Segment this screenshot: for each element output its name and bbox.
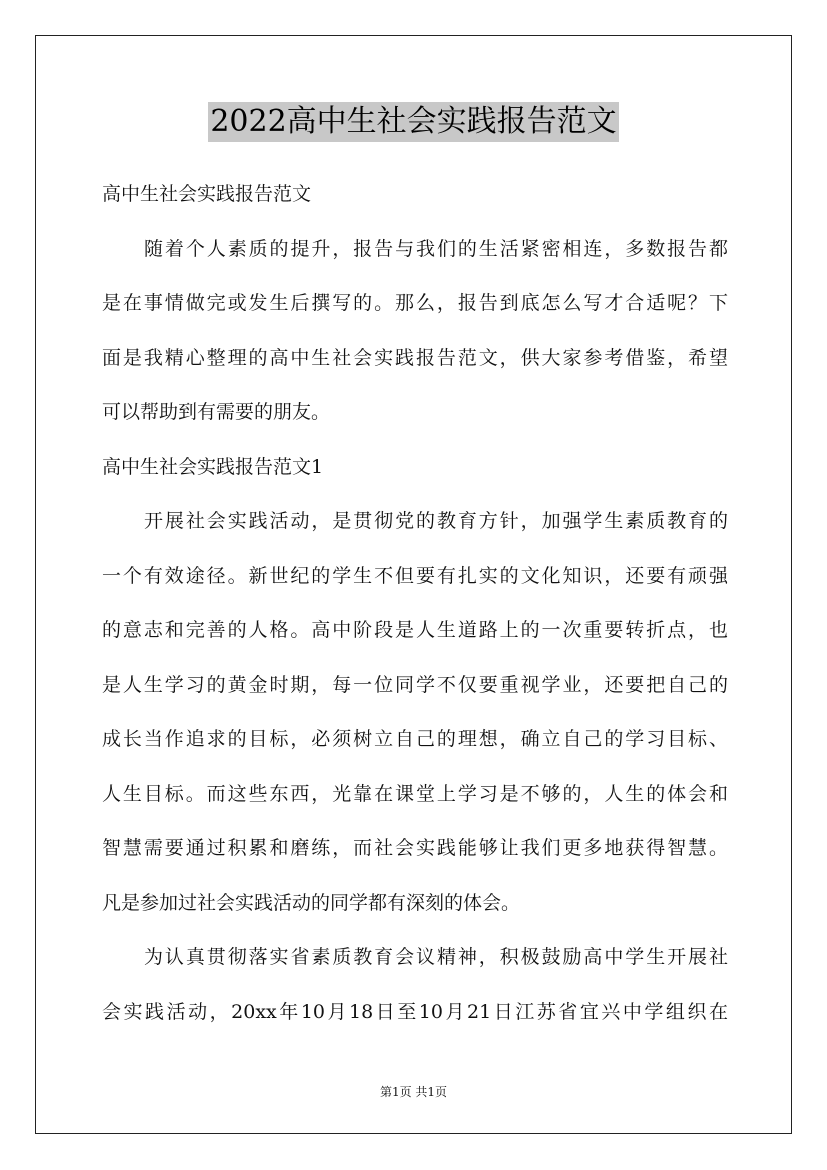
paragraph-line: 是人生学习的黄金时期，每一位同学不仅要重视学业，还要把自己的 [102,673,728,696]
document-title: 2022高中生社会实践报告范文 [208,102,618,142]
paragraph-line: 一个有效途径。新世纪的学生不但要有扎实的文化知识，还要有顽强 [102,564,728,587]
section-heading: 高中生社会实践报告范文1 [102,455,324,478]
subtitle: 高中生社会实践报告范文 [102,183,312,205]
paragraph-line: 随着个人素质的提升，报告与我们的生活紧密相连，多数报告都 [144,237,728,260]
paragraph-line: 开展社会实践活动，是贯彻党的教育方针，加强学生素质教育的 [144,510,728,532]
paragraph-line: 成长当作追求的目标，必须树立自己的理想，确立自己的学习目标、 [102,728,728,750]
paragraph-line: 是在事情做完或发生后撰写的。那么，报告到底怎么写才合适呢？下 [102,292,728,314]
page-footer: 第1页 共1页 [379,1085,448,1099]
paragraph-line: 凡是参加过社会实践活动的同学都有深刻的体会。 [102,891,521,914]
paragraph-line: 智慧需要通过积累和磨练，而社会实践能够让我们更多地获得智慧。 [102,837,728,859]
paragraph-line: 可以帮助到有需要的朋友。 [102,401,331,423]
title-container [0,102,827,142]
paragraph-line: 的意志和完善的人格。高中阶段是人生道路上的一次重要转折点，也 [102,619,728,641]
paragraph-line: 为认真贯彻落实省素质教育会议精神，积极鼓励高中学生开展社 [144,946,728,968]
document-body [102,172,728,1034]
paragraph-line: 人生目标。而这些东西，光靠在课堂上学习是不够的，人生的体会和 [102,782,728,805]
paragraph-line: 面是我精心整理的高中生社会实践报告范文，供大家参考借鉴，希望 [102,346,728,369]
paragraph-line: 会实践活动，20xx年10月18日至10月21日江苏省宜兴中学组织在 [102,1000,728,1023]
